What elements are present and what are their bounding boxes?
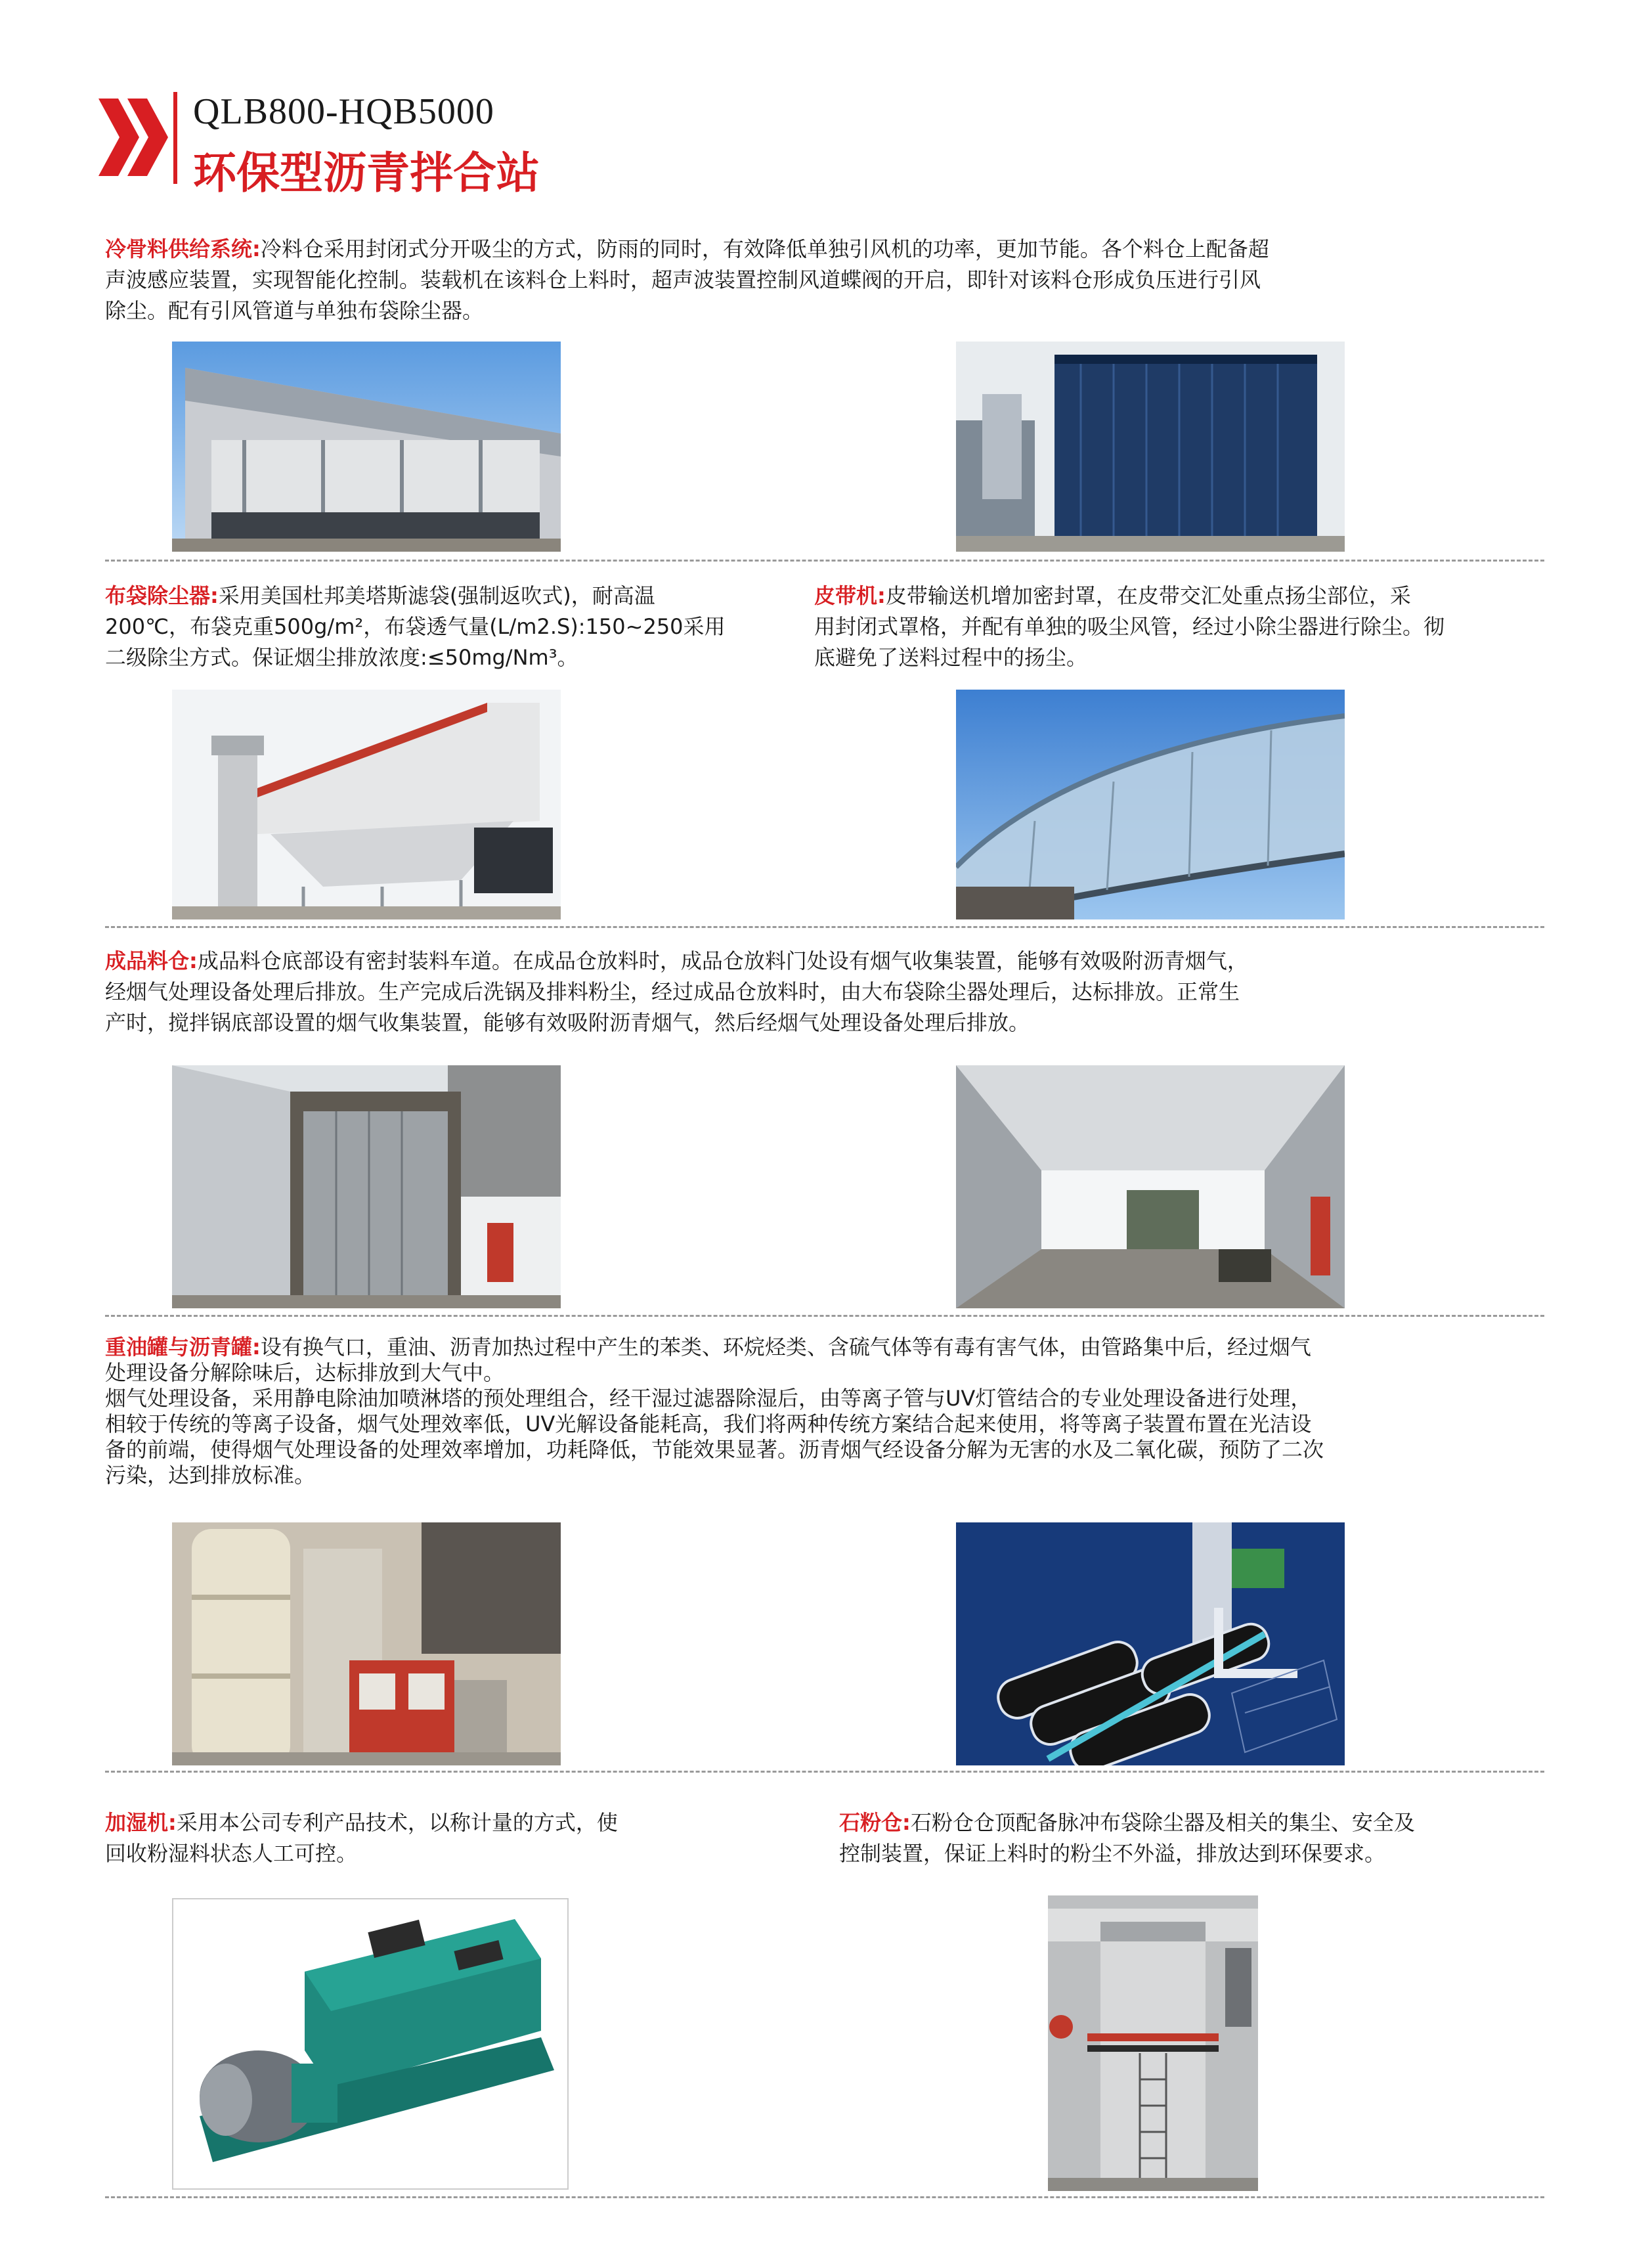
section-separator: [105, 1771, 1544, 1773]
silo-photo-1: [172, 1065, 561, 1308]
belt-text: [814, 581, 1550, 673]
filler-text: [839, 1807, 1555, 1869]
baghouse-line-3: 二级除尘方式。保证烟尘排放浓度:≤50mg/Nm³。: [105, 645, 578, 670]
silo-photo-2: [956, 1065, 1345, 1308]
belt-line-3: 底避免了送料过程中的扬尘。: [814, 645, 1088, 670]
tanks-line-3: 烟气处理设备，采用静电除油加喷淋塔的预处理组合，经干湿过滤器除湿后，由等离子管与UV灯管结合的专业处理设备进行处理，: [105, 1386, 1312, 1411]
tanks-line-4: 相较于传统的等离子设备，烟气处理效率低，UV光解设备能耗高，我们将两种传统方案结合起来使用，将等离子装置布置在光洁设: [105, 1411, 1312, 1436]
section-separator: [105, 560, 1544, 562]
cold-feed-line-3: 除尘。配有引风管道与单独布袋除尘器。: [105, 298, 484, 323]
cold-feed-line-1: 冷料仓采用封闭式分开吸尘的方式，防雨的同时，有效降低单独引风机的功率，更加节能。各个料仓上配备超: [260, 236, 1269, 261]
double-chevron-icon: [98, 99, 171, 176]
silo-text: [105, 946, 1550, 1038]
humidifier-photo: [172, 1898, 569, 2190]
silo-label: 成品料仓:: [105, 948, 198, 973]
header-divider: [173, 92, 177, 184]
humidifier-line-2: 回收粉湿料状态人工可控。: [105, 1841, 358, 1866]
belt-line-1: 皮带输送机增加密封罩，在皮带交汇处重点扬尘部位，采: [885, 583, 1411, 608]
belt-photo: [956, 690, 1345, 919]
section-separator: [105, 1315, 1544, 1317]
humidifier-line-1: 采用本公司专利产品技术，以称计量的方式，使: [176, 1810, 618, 1835]
belt-label: 皮带机:: [814, 583, 886, 608]
silo-line-2: 经烟气处理设备处理后排放。生产完成后洗锅及排料粉尘，经过成品仓放料时，由大布袋除尘器处理后，达标排放。正常生: [105, 979, 1240, 1004]
cold-feed-photo-2: [956, 342, 1345, 552]
tanks-label: 重油罐与沥青罐:: [105, 1335, 261, 1360]
belt-line-2: 用封闭式罩格，并配有单独的吸尘风管，经过小除尘器进行除尘。彻: [814, 614, 1445, 639]
filler-photo: [1048, 1895, 1258, 2191]
model-number: QLB800-HQB5000: [193, 91, 494, 132]
baghouse-line-2: 200℃，布袋克重500g/m²，布袋透气量(L/m2.S):150~250采用: [105, 614, 726, 639]
cold-feed-photo-1: [172, 342, 561, 552]
section-separator: [105, 2196, 1544, 2198]
filler-line-2: 控制装置，保证上料时的粉尘不外溢，排放达到环保要求。: [839, 1841, 1386, 1866]
filler-line-1: 石粉仓仓顶配备脉冲布袋除尘器及相关的集尘、安全及: [910, 1810, 1415, 1835]
section-separator: [105, 926, 1544, 928]
cold-feed-text: [105, 234, 1550, 326]
header-logo: [98, 99, 171, 176]
baghouse-text: [105, 581, 768, 673]
silo-line-3: 产时，搅拌锅底部设置的烟气收集装置，能够有效吸附沥青烟气，然后经烟气处理设备处理后排放。: [105, 1010, 1030, 1035]
tanks-photo-1: [172, 1522, 561, 1765]
tanks-line-6: 污染，达到排放标准。: [105, 1463, 316, 1488]
tanks-line-2: 处理设备分解除味后，达标排放到大气中。: [105, 1360, 505, 1385]
baghouse-photo: [172, 690, 561, 919]
tanks-line-1: 设有换气口，重油、沥青加热过程中产生的苯类、环烷烃类、含硫气体等有毒有害气体，由管路集中后，经过烟气: [260, 1335, 1311, 1360]
tanks-photo-2: [956, 1522, 1345, 1765]
cold-feed-label: 冷骨料供给系统:: [105, 236, 261, 261]
tanks-text: [105, 1335, 1550, 1488]
filler-label: 石粉仓:: [839, 1810, 911, 1835]
page-title: 环保型沥青拌合站: [193, 148, 540, 198]
cold-feed-line-2: 声波感应装置，实现智能化控制。装载机在该料仓上料时，超声波装置控制风道蝶阀的开启，即针对该料仓形成负压进行引风: [105, 267, 1261, 292]
baghouse-line-1: 采用美国杜邦美塔斯滤袋(强制返吹式)，耐高温: [218, 583, 655, 608]
humidifier-text: [105, 1807, 788, 1869]
baghouse-label: 布袋除尘器:: [105, 583, 219, 608]
tanks-line-5: 备的前端，使得烟气处理设备的处理效率增加，功耗降低，节能效果显著。沥青烟气经设备分解为无害的水及二氧化碳，预防了二次: [105, 1437, 1324, 1462]
silo-line-1: 成品料仓底部设有密封装料车道。在成品仓放料时，成品仓放料门处设有烟气收集装置，能够有效吸附沥青烟气，: [197, 948, 1248, 973]
humidifier-label: 加湿机:: [105, 1810, 177, 1835]
